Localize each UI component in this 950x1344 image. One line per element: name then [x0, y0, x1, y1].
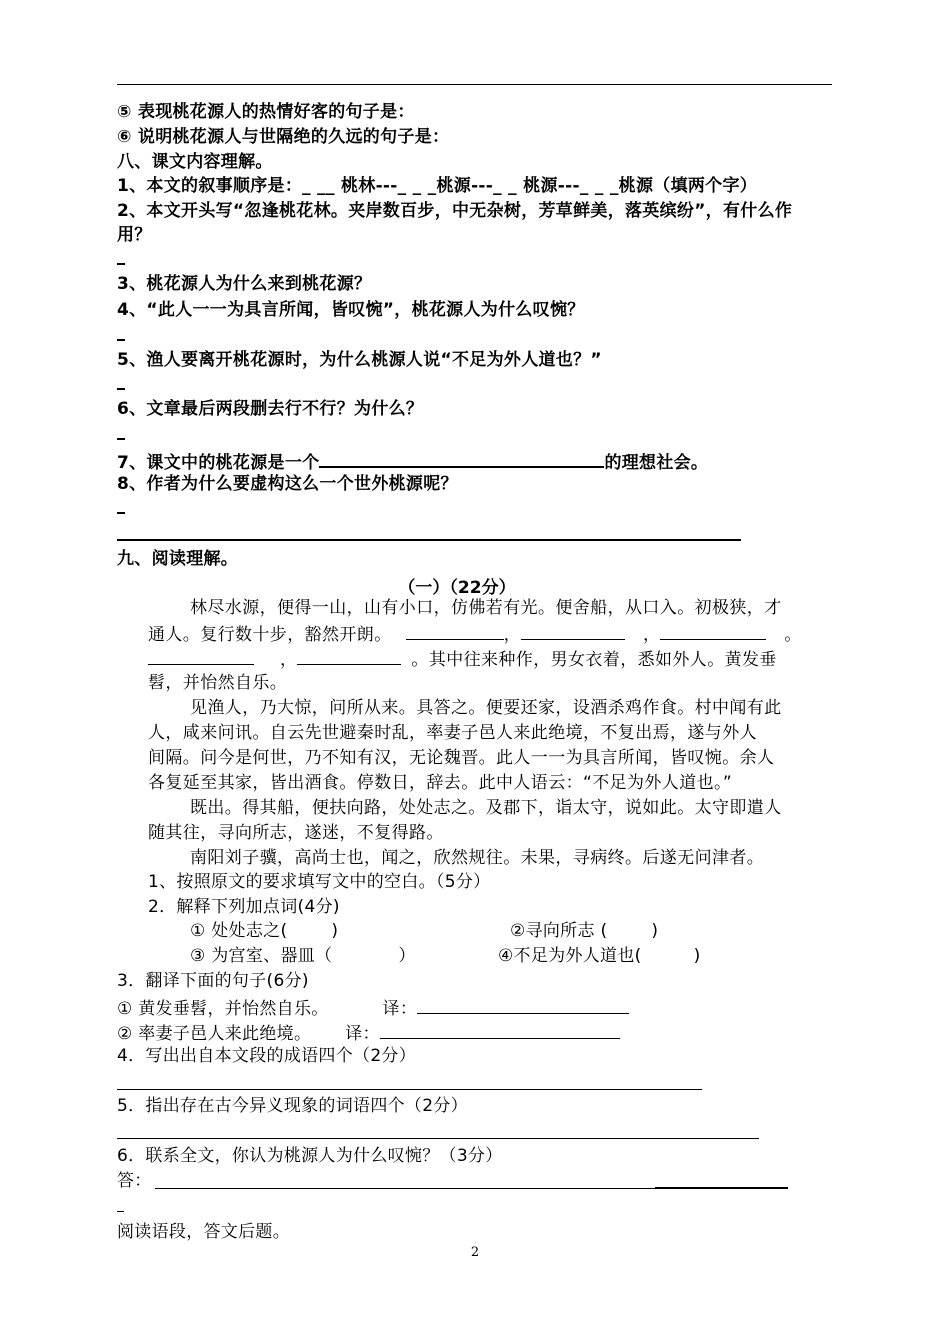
item-6: ⑥ 说明桃花源人与世隔绝的久远的句子是：: [117, 127, 450, 147]
word-2: ②寻向所志 ( ): [510, 921, 659, 941]
reading-question-6: 6．联系全文，你认为桃源人为什么叹惋？（3分）: [117, 1146, 503, 1166]
passage-line: 见渔人，乃大惊，问所从来。具答之。便要还家，设酒杀鸡作食。村中闻有此: [190, 698, 782, 718]
passage-line: 通人。复行数十步，豁然开朗。 ， ， 。: [148, 621, 803, 648]
answer-label: 答：: [117, 1171, 152, 1191]
translate-1-blank[interactable]: [417, 995, 629, 1014]
passage-blank-3[interactable]: [660, 621, 766, 640]
word-4: ④不足为外人道也( ): [498, 946, 701, 966]
closing-instruction: 阅读语段，答文后题。: [117, 1222, 290, 1242]
passage-line: 髫，并怡然自乐。: [148, 673, 288, 693]
reading-question-2: 2．解释下列加点词(4分): [148, 897, 340, 917]
question-7-prefix: 7、课文中的桃花源是一个: [117, 453, 320, 473]
question-7-blank[interactable]: [319, 448, 604, 468]
passage-line: 林尽水源，便得一山，山有小口，仿佛若有光。便舍船，从口入。初极狭，才: [190, 598, 782, 618]
question-5: 5、渔人要离开桃花源时，为什么桃源人说“不足为外人道也？”: [117, 350, 602, 370]
passage-blank-4[interactable]: [148, 646, 254, 665]
passage-blank-5[interactable]: [297, 646, 401, 665]
translate-2: ② 率妻子邑人来此绝境。 译：: [117, 1020, 620, 1045]
passage-blank-1[interactable]: [406, 621, 504, 640]
answer-dash: [117, 1211, 124, 1212]
question-2: 2、本文开头写“忽逢桃花林。夹岸数百步，中无杂树，芳草鲜美，落英缤纷”，有什么作: [117, 201, 793, 221]
passage-line: 间隔。问今是何世，乃不知有汉，无论魏晋。此人一一为具言所闻，皆叹惋。余人: [148, 748, 775, 768]
translate-2-blank[interactable]: [380, 1020, 620, 1039]
item-5: ⑤ 表现桃花源人的热情好客的句子是：: [117, 102, 415, 122]
answer-line[interactable]: [117, 1138, 759, 1139]
section-divider: [117, 539, 741, 541]
question-7-suffix: 的理想社会。: [604, 453, 709, 473]
question-1: 1、本文的叙事顺序是：_ __ 桃林---_ _ _桃源---_ _ 桃源---_ _ _桃源（填两个字）: [117, 176, 758, 196]
passage-line: 南阳刘子骥，高尚士也，闻之，欣然规往。未果，寻病终。后遂无问津者。: [190, 848, 765, 868]
answer-dash: [117, 339, 125, 341]
answer-dash: [117, 388, 125, 390]
page-number: 2: [470, 1245, 480, 1260]
passage-1-heading: （一）（22分）: [398, 578, 516, 598]
answer-line-end: [655, 1187, 788, 1189]
question-7: [117, 448, 708, 474]
section-9-heading: 九、阅读理解。: [117, 549, 239, 569]
passage-line: 随其往，寻向所志，遂迷，不复得路。: [148, 823, 444, 843]
word-1: ① 处处志之( ): [190, 921, 339, 941]
question-8: 8、作者为什么要虚构这么一个世外桃源呢？: [117, 474, 458, 494]
answer-dash: [117, 438, 125, 440]
reading-question-1: 1、按照原文的要求填写文中的空白。（5分）: [148, 872, 491, 892]
question-4: 4、“此人一一为具言所闻，皆叹惋”，桃花源人为什么叹惋？: [117, 300, 585, 320]
passage-line: 各复延至其家，皆出酒食。停数日，辞去。此中人语云：“不足为外人道也。”: [148, 773, 733, 793]
reading-question-4: 4．写出出自本文段的成语四个（2分）: [117, 1046, 417, 1066]
passage-line: 既出。得其船，便扶向路，处处志之。及郡下，诣太守，说如此。太守即遣人: [190, 798, 782, 818]
passage-line: 人，咸来问讯。自云先世避秦时乱，率妻子邑人来此绝境，不复出焉，遂与外人: [148, 723, 757, 743]
translate-1: ① 黄发垂髫，并怡然自乐。 译：: [117, 995, 629, 1020]
answer-line[interactable]: [117, 1089, 702, 1090]
question-2-cont: 用？: [117, 225, 152, 245]
word-3: ③ 为宫室、器皿（ ）: [190, 946, 416, 966]
answer-dash: [117, 263, 125, 265]
passage-blank-2[interactable]: [521, 621, 625, 640]
section-8-heading: 八、课文内容理解。: [117, 152, 273, 172]
reading-question-3: 3．翻译下面的句子(6分): [117, 971, 309, 991]
reading-question-5: 5．指出存在古今异义现象的词语四个（2分）: [117, 1096, 468, 1116]
question-6: 6、文章最后两段删去行不行？为什么？: [117, 399, 424, 419]
answer-dash: [117, 512, 125, 514]
passage-line: ， 。其中往来种作，男女衣着，悉如外人。黄发垂: [148, 646, 803, 673]
header-rule: [117, 84, 832, 85]
question-3: 3、桃花源人为什么来到桃花源？: [117, 274, 372, 294]
